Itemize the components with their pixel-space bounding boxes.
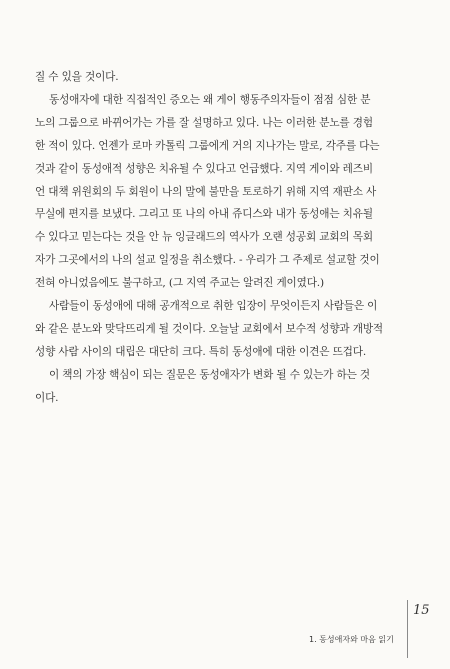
text-line: 질 수 있을 것이다. bbox=[35, 71, 119, 83]
text-line: 동성애자에 대한 직접적인 증오는 왜 게이 행동주의자들이 점점 심한 분 bbox=[49, 93, 371, 106]
footer-divider bbox=[407, 600, 408, 658]
text-line: 자가 그곳에서의 나의 설교 일정을 취소했다. - 우리가 그 주제로 설교할 것이 bbox=[35, 254, 380, 267]
page-number: 15 bbox=[413, 603, 430, 618]
paragraph-2 bbox=[35, 89, 411, 295]
text-line: 와 같은 분노와 맞닥뜨리게 될 것이다. 오늘날 교회에서 보수적 성향과 개방적 bbox=[35, 322, 383, 335]
text-line: 한 적이 있다. 언젠가 로마 카톨릭 그룹에게 거의 지나가는 말로, 각주를 다는 bbox=[35, 139, 380, 152]
text-line: 언 대책 위원회의 두 회원이 나의 말에 불만을 토로하기 위해 지역 재판소 사 bbox=[35, 185, 377, 198]
text-line: 성향 사람 사이의 대립은 대단히 크다. 특히 동성애에 대한 이견은 뜨겁다. bbox=[35, 345, 367, 358]
paragraph-4 bbox=[35, 364, 411, 410]
text-line: 이 책의 가장 핵심이 되는 질문은 동성애자가 변화 될 수 있는가 하는 것 bbox=[49, 368, 370, 381]
running-footer-title: 1. 동성애자와 마음 읽기 bbox=[309, 635, 394, 644]
text-line: 전혀 아니었음에도 불구하고, (그 지역 주교는 알려진 게이였다.) bbox=[35, 277, 325, 290]
paragraph-3 bbox=[35, 295, 411, 364]
text-line: 이다. bbox=[35, 391, 59, 404]
text-line: 수 있다고 믿는다는 것을 안 뉴 잉글래드의 역사가 오랜 성공회 교회의 목회 bbox=[35, 231, 373, 244]
paragraph-1 bbox=[35, 66, 411, 89]
text-line: 무실에 편지를 보냈다. 그리고 또 나의 아내 쥬디스와 내가 동성애는 치유될 bbox=[35, 208, 373, 221]
text-line: 것과 같이 동성애적 성향은 치유될 수 있다고 언급했다. 지역 게이와 레즈비 bbox=[35, 162, 373, 175]
text-line: 사람들이 동성애에 대해 공개적으로 취한 입장이 무엇이든지 사람들은 이 bbox=[49, 300, 378, 313]
body-text bbox=[35, 66, 411, 410]
text-line: 노의 그룹으로 바뀌어가는 가를 잘 설명하고 있다. 나는 이러한 분노를 경험 bbox=[35, 116, 373, 129]
